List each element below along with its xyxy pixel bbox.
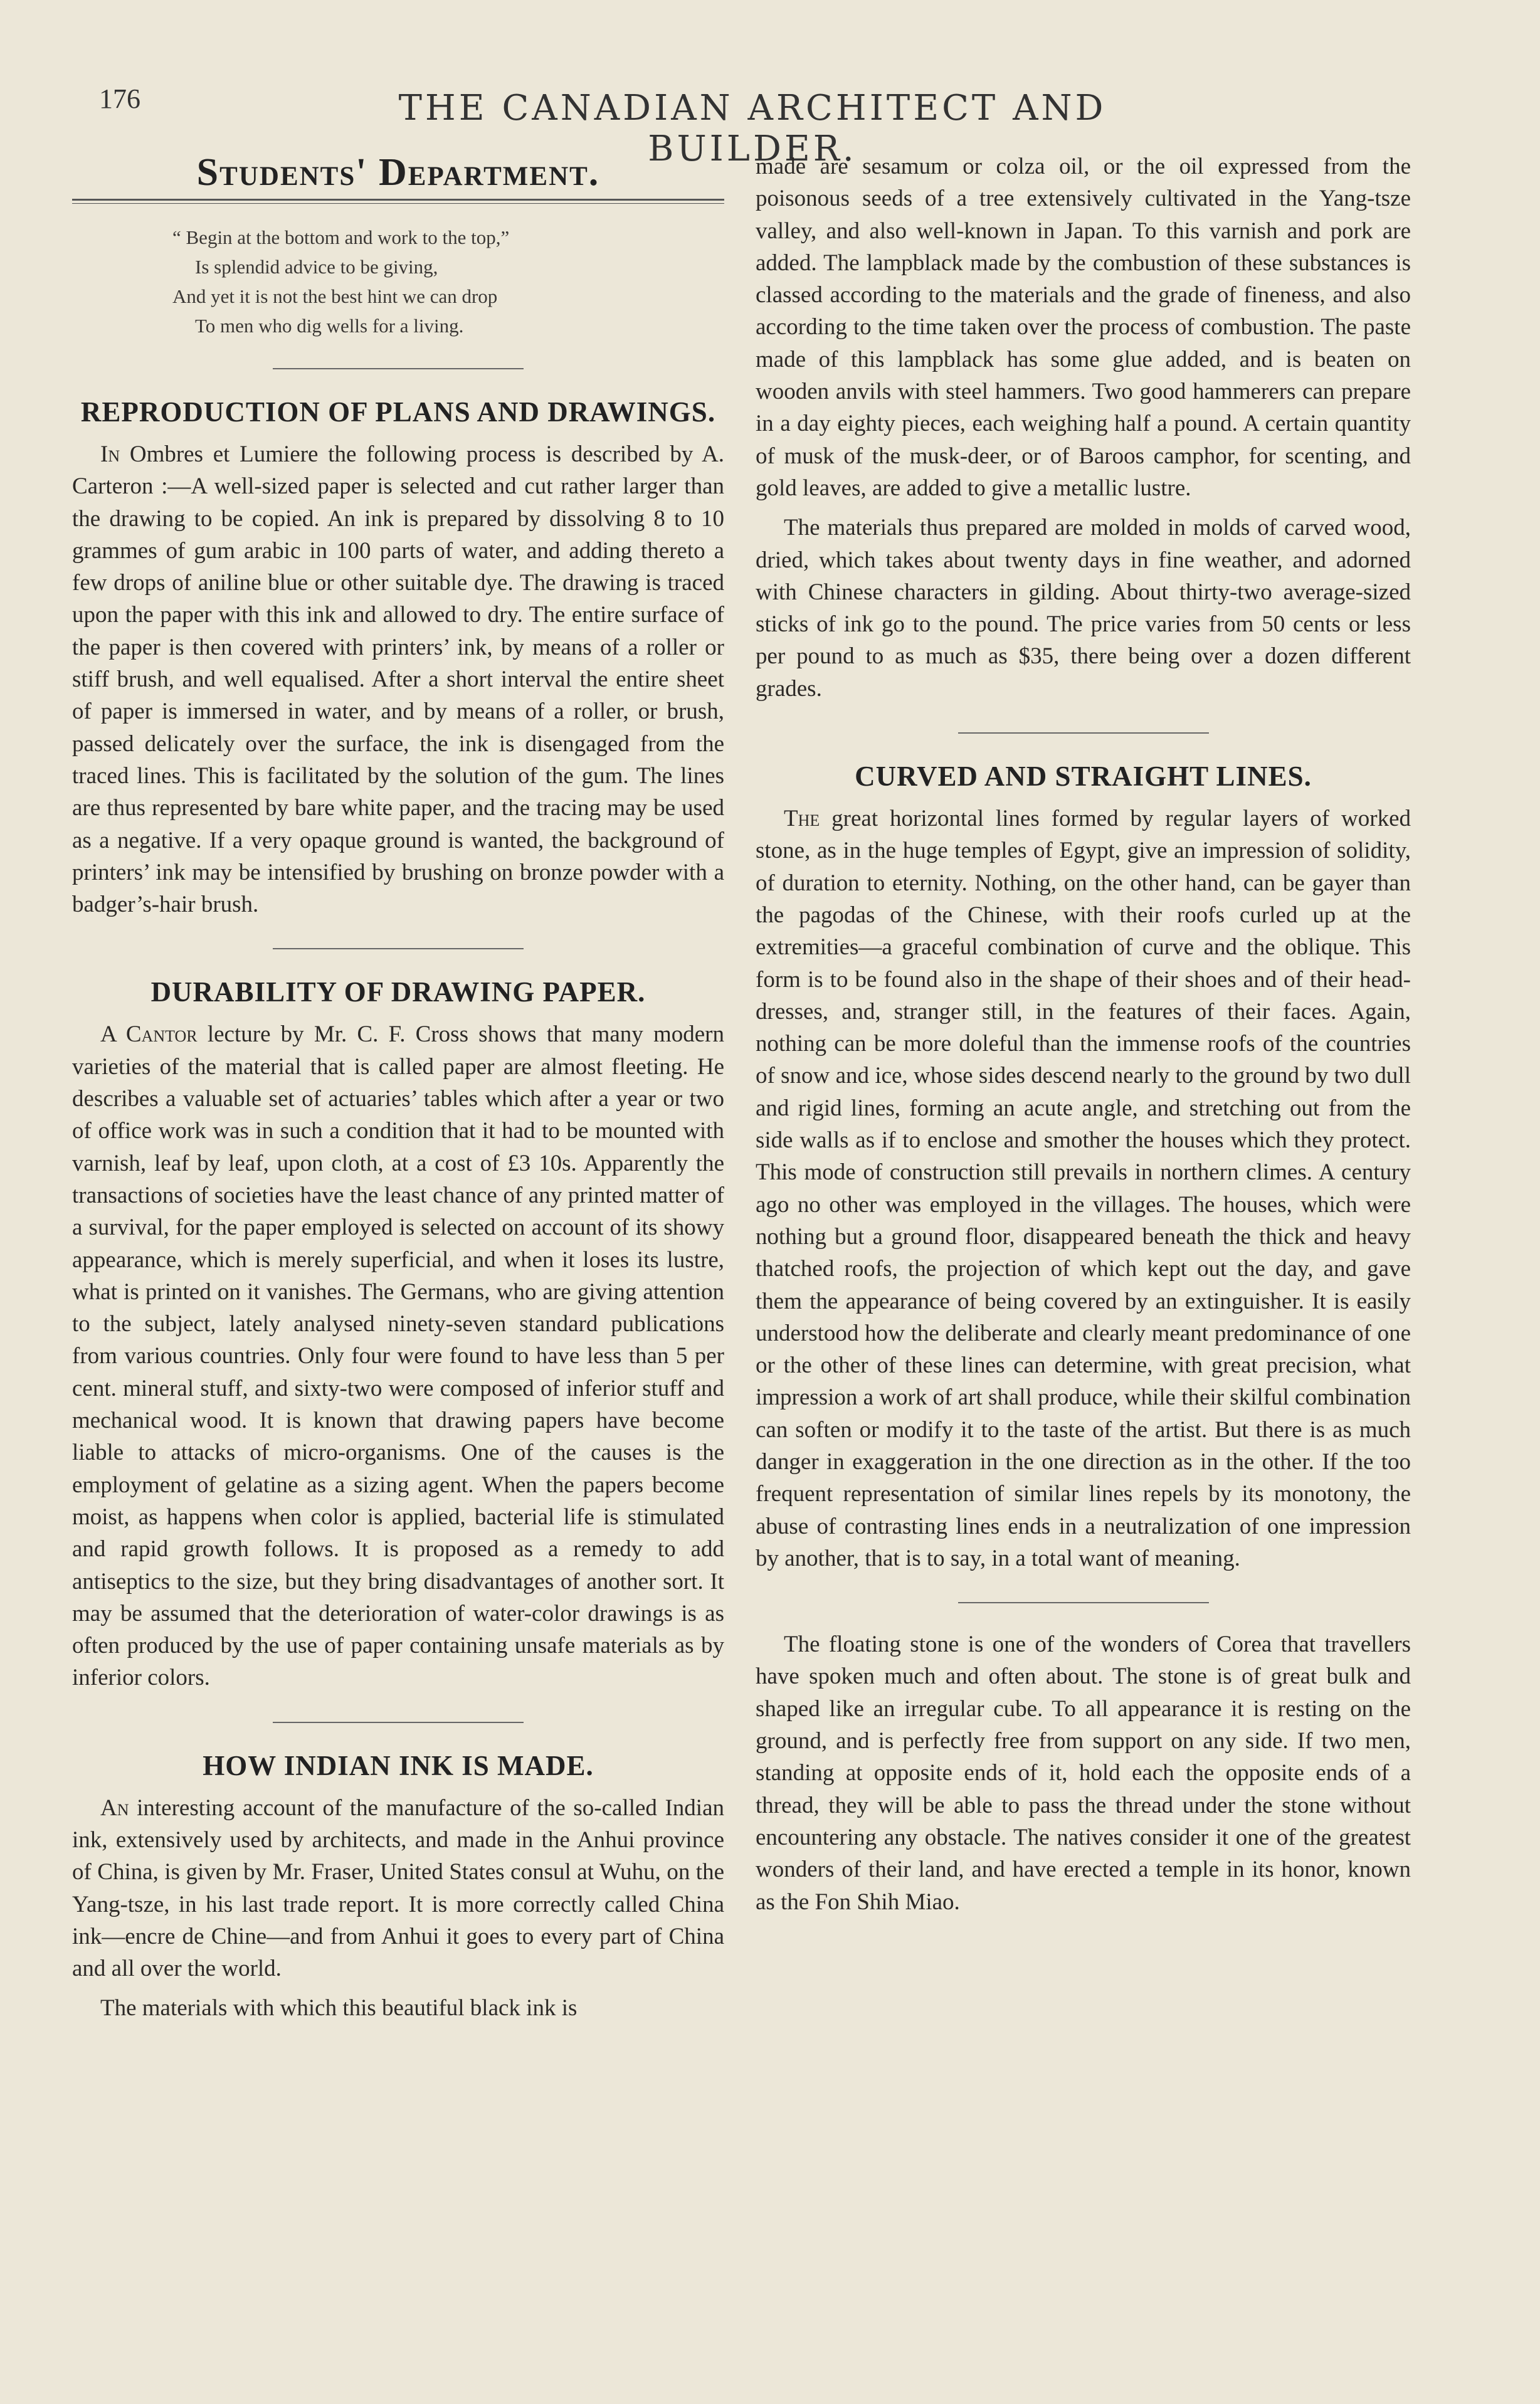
article-body-reproduction — [72, 438, 724, 920]
lead-word: An — [100, 1795, 129, 1821]
paragraph-text: interesting account of the manufacture of the so-called Indian ink, extensively used by architects, and made in the Anhui province of China, is given by Mr. Fraser, United States consul at Wuhu, on the Yang-tsze, in his last trade report. It is more correctly called China ink—encre de Chine—and from Anhui it goes to every part of China and all over the world. — [72, 1795, 725, 1982]
lead-word: In — [100, 441, 120, 467]
article-title-reproduction: REPRODUCTION OF PLANS AND DRAWINGS. — [80, 396, 716, 428]
section-divider — [273, 948, 524, 949]
lead-word: A Cantor — [100, 1021, 198, 1048]
poem-line: And yet it is not the best hint we can drop — [172, 285, 498, 307]
article-title-curved-lines: CURVED AND STRAIGHT LINES. — [855, 761, 1312, 793]
article-body-indian-ink — [72, 1792, 724, 1985]
lead-word: The — [784, 806, 820, 832]
right-column — [756, 150, 1411, 1918]
paragraph-text: great horizontal lines formed by regular layers of worked stone, as in the huge temples of Egypt, give an impression of solidity, of duration to eternity. Nothing, on the other hand, can be gayer than the pagodas of the Chinese, with their roofs curled up at the extremities—a graceful combination of curve and the oblique. This form is to be found also in the shape of their shoes and of their head-dresses, and, stranger still, in the features of their faces. Again, nothing can be more doleful than the immense roofs of the countries of snow and ice, whose sides descend nearly to the ground by two dull and rigid lines, forming an acute angle, and stretching out from the side walls as if to enclose and smother the houses which they protect. This mode of construction still prevails in northern climes. A century ago no other was employed in the villages. The houses, which were nothing but a ground floor, disappeared beneath the thick and heavy thatched roofs, the projection of which kept out the day, and gave them the appearance of being covered by an extinguisher. It is easily understood how the deliberate and clearly meant predominance of one or the other of these lines can determine, with great precision, what impression a work of art shall produce, while their skilful combination can soften or modify it to the taste of the artist. But there is as much danger in exaggeration in the one direction as in the other. If the too frequent representation of similar lines repels by its monotony, the abuse of contrasting lines ends in a neutralization of one impression by another, that is to say, in a total want of meaning. — [756, 806, 1411, 1571]
poem-line: “ Begin at the bottom and work to the top,” — [172, 226, 510, 248]
department-rule — [72, 199, 724, 204]
section-divider — [273, 1722, 524, 1723]
section-divider — [958, 732, 1209, 734]
section-divider — [958, 1602, 1209, 1603]
left-column — [72, 150, 724, 2025]
paragraph-text: Ombres et Lumiere the following process is described by A. Carteron :—A well-sized paper is selected and cut rather larger than the drawing to be copied. An ink is prepared by dissolving 8 to 10 grammes of gum arabic in 100 parts of water, and adding thereto a few drops of aniline blue or other suitable dye. The drawing is traced upon the paper with this ink and allowed to dry. The entire surface of the paper is then covered with printers’ ink, by means of a roller or stiff brush, and well equalised. After a short interval the entire sheet of paper is immersed in water, and by means of a roller, or brush, passed delicately over the surface, the ink is disengaged from the traced lines. This is facilitated by the solution of the gum. The lines are thus represented by bare white paper, and the tracing may be used as a negative. If a very opaque ground is wanted, the background of printers’ ink may be intensified by brushing on bronze powder with a badger’s-hair brush. — [72, 441, 725, 918]
article-title-indian-ink: HOW INDIAN INK IS MADE. — [203, 1749, 594, 1781]
department-title: Students' Department. — [196, 151, 600, 194]
poem-line: Is splendid advice to be giving, — [195, 256, 438, 278]
section-divider — [273, 368, 524, 369]
page-number: 176 — [99, 83, 140, 114]
article-body-indian-ink-molding: The materials thus prepared are molded in molds of carved wood, dried, which takes about twenty days in fine weather, and adorned with Chinese characters in gilding. About thirty-two average-sized sticks of ink go to the pound. The price varies from 50 cents or less per pound to as much as $35, there being over a dozen different grades. — [756, 515, 1411, 702]
article-body-indian-ink-carryover: made are sesamum or colza oil, or the oil expressed from the poisonous seeds of a tree extensively cultivated in the Yang-tsze valley, and also well-known in Japan. To this varnish and pork are added. The lampblack made by the combustion of these substances is classed according to the materials and the grade of fineness, and also according to the time taken over the process of combustion. The paste made of this lampblack has some glue added, and is beaten on wooden anvils with steel hammers. Two good hammerers can prepare in a day eighty pieces, each weighing half a pound. A certain quantity of musk of the musk-deer, or of Baroos camphor, for scenting, and gold leaves, are added to give a metallic lustre. — [756, 154, 1411, 501]
article-body-durability — [72, 1018, 724, 1694]
article-body-floating-stone: The floating stone is one of the wonders of Corea that travellers have spoken much and often about. The stone is of great bulk and shaped like an irregular cube. To all appearance it is resting on the ground, and is perfectly free from support on any side. If two men, standing at opposite ends of it, hold each the opposite ends of a thread, they will be able to pass the thread under the stone without encountering any obstacle. The natives consider it one of the greatest wonders of their land, and have erected a temple in its honor, known as the Fon Shih Miao. — [756, 1632, 1411, 1915]
article-body-indian-ink-continued: The materials with which this beautiful black ink is — [100, 1995, 578, 2022]
paragraph-text: lecture by Mr. C. F. Cross shows that many modern varieties of the material that is called paper are almost fleeting. He describes a valuable set of actuaries’ tables which after a year or two of office work was in such a condition that it had to be mounted with varnish, leaf by leaf, upon cloth, at a cost of £3 10s. Apparently the transactions of societies have the least chance of any printed matter of a survival, for the paper employed is selected on account of its showy appearance, which is merely superficial, and when it loses its lustre, what is printed on it vanishes. The Germans, who are giving attention to the subject, lately analysed ninety-seven standard publications from various countries. Only four were found to have less than 5 per cent. mineral stuff, and sixty-two were composed of inferior stuff and mechanical wood. It is known that drawing papers have become liable to attacks of micro-organisms. One of the causes is the employment of gelatine as a sizing agent. When the papers become moist, as happens when color is applied, bacterial life is stimulated and rapid growth follows. It is proposed as a remedy to add antiseptics to the size, but they bring disadvantages of another sort. It may be assumed that the deterioration of water-color drawings is as often produced by the use of paper containing unsafe materials as by inferior colors. — [72, 1021, 724, 1691]
epigraph-poem — [72, 223, 724, 340]
article-body-curved-lines — [756, 803, 1411, 1574]
poem-line: To men who dig wells for a living. — [195, 315, 464, 337]
article-title-durability: DURABILITY OF DRAWING PAPER. — [150, 976, 646, 1008]
running-head: THE CANADIAN ARCHITECT AND BUILDER. — [398, 88, 1107, 169]
